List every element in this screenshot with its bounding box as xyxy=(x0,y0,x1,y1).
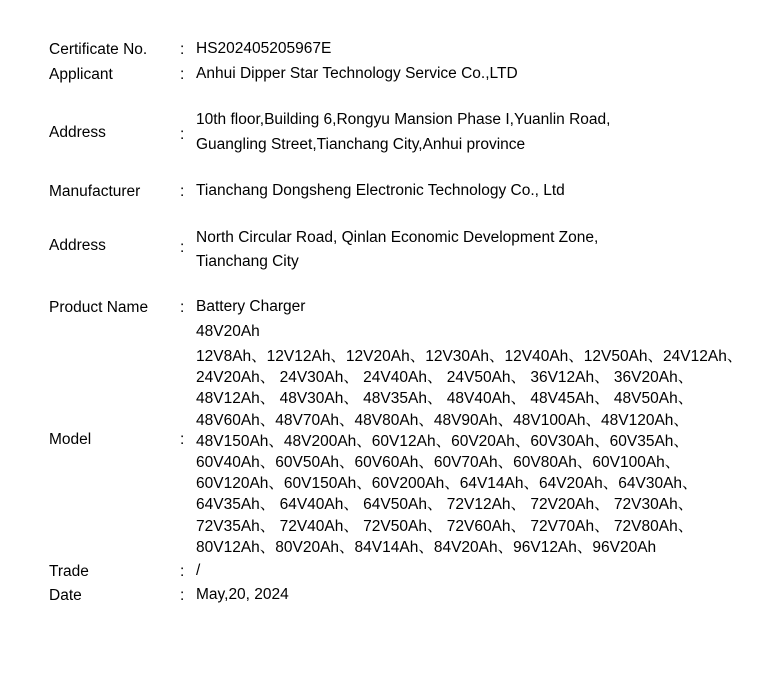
applicant-address-value xyxy=(196,107,610,157)
manufacturer-colon: : xyxy=(180,183,185,200)
model-line: 48V60Ah、48V70Ah、48V80Ah、48V90Ah、48V100Ah、48V120Ah、 xyxy=(196,411,689,429)
manufacturer-address-line: North Circular Road, Qinlan Economic Development Zone, xyxy=(196,229,599,246)
manufacturer-address-value xyxy=(196,226,598,274)
applicant-address-label: Address xyxy=(49,124,106,141)
manufacturer-address-colon: : xyxy=(180,239,185,256)
manufacturer-value: Tianchang Dongsheng Electronic Technology Co., Ltd xyxy=(196,182,565,199)
applicant-colon: : xyxy=(180,66,185,83)
certificate-colon: : xyxy=(180,41,185,58)
model-primary: 48V20Ah xyxy=(196,323,260,340)
applicant-address-line: Guangling Street,Tianchang City,Anhui province xyxy=(196,136,526,153)
model-line: 60V120Ah、60V150Ah、60V200Ah、64V14Ah、64V20Ah、64V30Ah、 xyxy=(196,475,698,493)
manufacturer-label: Manufacturer xyxy=(49,183,141,200)
applicant-value: Anhui Dipper Star Technology Service Co.,LTD xyxy=(196,65,518,82)
certificate-label: Certificate No. xyxy=(49,41,148,58)
model-list xyxy=(196,346,742,558)
model-line: 60V40Ah、60V50Ah、60V60Ah、60V70Ah、60V80Ah、60V100Ah、 xyxy=(196,454,681,472)
model-line: 64V35Ah、 64V40Ah、 64V50Ah、 72V12Ah、 72V20Ah、 72V30Ah、 xyxy=(196,496,694,514)
manufacturer-address-line: Tianchang City xyxy=(196,253,299,270)
model-colon: : xyxy=(180,431,185,448)
trade-colon: : xyxy=(180,563,185,580)
date-value: May,20, 2024 xyxy=(196,586,289,603)
applicant-address-line: 10th floor,Building 6,Rongyu Mansion Phase I,Yuanlin Road, xyxy=(196,111,611,128)
model-line: 48V12Ah、 48V30Ah、 48V35Ah、 48V40Ah、 48V45Ah、 48V50Ah、 xyxy=(196,390,694,408)
product-colon: : xyxy=(180,299,185,316)
date-label: Date xyxy=(49,587,82,604)
model-line: 72V35Ah、 72V40Ah、 72V50Ah、 72V60Ah、 72V70Ah、 72V80Ah、 xyxy=(196,517,694,535)
trade-label: Trade xyxy=(49,563,89,580)
product-label: Product Name xyxy=(49,299,149,316)
model-label: Model xyxy=(49,431,92,448)
date-colon: : xyxy=(180,587,185,604)
trade-value: / xyxy=(196,562,201,579)
product-value: Battery Charger xyxy=(196,298,306,315)
manufacturer-address-label: Address xyxy=(49,237,106,254)
model-line: 48V150Ah、48V200Ah、60V12Ah、60V20Ah、60V30Ah、60V35Ah、 xyxy=(196,432,689,450)
model-line: 24V20Ah、 24V30Ah、 24V40Ah、 24V50Ah、 36V12Ah、 36V20Ah、 xyxy=(196,369,694,387)
model-line: 12V8Ah、12V12Ah、12V20Ah、12V30Ah、12V40Ah、12V50Ah、24V12Ah、 xyxy=(196,348,743,365)
model-line: 80V12Ah、80V20Ah、84V14Ah、84V20Ah、96V12Ah、96V20Ah xyxy=(196,538,657,556)
applicant-address-colon: : xyxy=(180,126,185,143)
applicant-label: Applicant xyxy=(49,66,113,83)
certificate-number: HS202405205967E xyxy=(196,40,332,57)
